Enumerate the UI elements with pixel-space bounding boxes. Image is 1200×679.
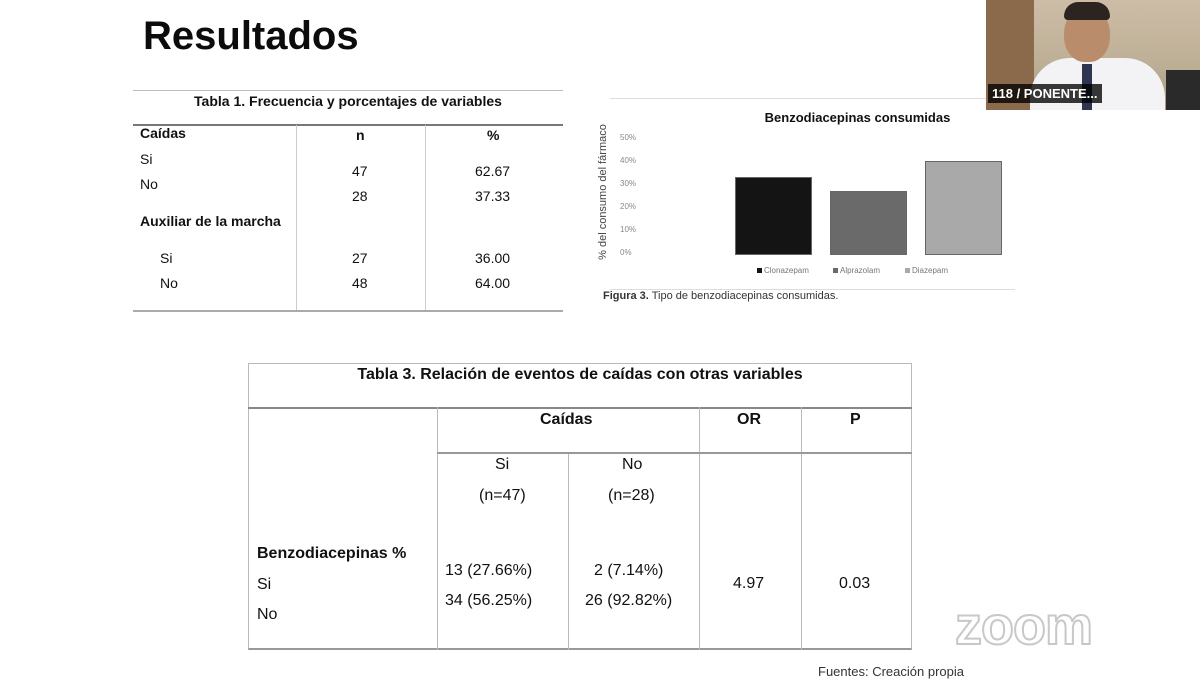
chart-y-tick-label: 20%: [620, 202, 637, 211]
chart-legend-label: Diazepam: [912, 266, 949, 275]
table-3-caption: Tabla 3. Relación de eventos de caídas con otras variables: [357, 366, 803, 383]
chart-legend-swatch: [757, 268, 762, 273]
table-3-cell: 2 (7.14%): [594, 562, 664, 579]
table-3-p-value: 0.03: [839, 575, 871, 592]
table-1-cell-n: 48: [352, 275, 368, 291]
table-1-row-label: No: [160, 275, 178, 291]
participant-hair: [1064, 2, 1110, 20]
table-3-header-caidas: Caídas: [540, 411, 593, 428]
figure-caption: [603, 290, 838, 302]
figure-caption-text: Tipo de benzodiacepinas consumidas.: [648, 290, 839, 302]
table-1-bottom-rule: [133, 310, 563, 312]
participant-name-label: 118 / PONENTE...: [988, 84, 1102, 103]
chart-bar-alprazolam: [830, 191, 907, 255]
table-3-divider: [437, 407, 438, 650]
chart-legend-item: [757, 266, 809, 275]
chart-legend-label: Alprazolam: [840, 266, 881, 275]
table-3-header-rule: [437, 452, 912, 454]
table-3-divider: [568, 453, 569, 650]
zoom-watermark: zoom: [955, 596, 1092, 656]
table-3-sub-si: Si: [495, 456, 510, 473]
table-1-section-label: Auxiliar de la marcha: [140, 213, 281, 229]
table-1-header-pct: %: [487, 127, 500, 143]
table-1-header-caidas: Caídas: [140, 125, 186, 141]
table-1-row-label: Si: [160, 250, 173, 266]
table-3-or-value: 4.97: [733, 575, 765, 592]
table-1-cell-pct: 64.00: [475, 275, 511, 291]
chart-y-tick-label: 30%: [620, 179, 637, 188]
table-1-cell-pct: 62.67: [475, 163, 511, 179]
slide-title: Resultados: [143, 14, 359, 58]
table-3-divider: [801, 407, 802, 650]
table-1-caption: Tabla 1. Frecuencia y porcentajes de variables: [194, 93, 502, 109]
table-1-caption-row: [133, 90, 563, 126]
chart-legend-item: [833, 266, 880, 275]
chart-y-tick-label: 40%: [620, 156, 637, 165]
table-3-sub-no: No: [622, 456, 643, 473]
table-3-header-p: P: [850, 411, 861, 428]
table-1-row-label: No: [140, 176, 158, 192]
table-1-cell-pct: 37.33: [475, 188, 511, 204]
chart-legend-swatch: [905, 268, 910, 273]
chart-y-axis-label: % del consumo del fármaco: [597, 124, 609, 260]
chart-legend-item: [905, 266, 948, 275]
benzodiacepinas-chart: [595, 98, 1025, 318]
table-1-divider: [296, 125, 297, 312]
video-background-object: [1166, 70, 1200, 110]
chart-bar-diazepam: [925, 161, 1002, 255]
table-3-sub-si-n: (n=47): [479, 487, 526, 504]
chart-legend-swatch: [833, 268, 838, 273]
table-3: [248, 363, 912, 650]
participant-video-tile[interactable]: [986, 0, 1200, 110]
table-1-divider: [425, 125, 426, 312]
table-3-row-si: Si: [257, 576, 272, 593]
table-1-row-label: Si: [140, 151, 153, 167]
chart-y-tick-label: 10%: [620, 225, 637, 234]
table-3-cell: 34 (56.25%): [445, 592, 533, 609]
table-3-sub-no-n: (n=28): [608, 487, 655, 504]
table-3-cell: 13 (27.66%): [445, 562, 533, 579]
table-1-cell-n: 47: [352, 163, 368, 179]
table-3-row-no: No: [257, 606, 278, 623]
chart-title: Benzodiacepinas consumidas: [764, 110, 951, 125]
chart-bar-clonazepam: [735, 177, 812, 255]
chart-legend-label: Clonazepam: [764, 266, 809, 275]
table-1-cell-pct: 36.00: [475, 250, 511, 266]
table-3-cell: 26 (92.82%): [585, 592, 673, 609]
table-1-header-n: n: [356, 127, 365, 143]
chart-y-tick-label: 0%: [620, 248, 632, 257]
table-3-divider: [699, 407, 700, 650]
table-1: [133, 90, 563, 312]
chart-y-tick-label: 50%: [620, 133, 637, 142]
table-1-cell-n: 27: [352, 250, 368, 266]
table-3-caption-row: [248, 363, 912, 409]
table-3-header-or: OR: [737, 411, 761, 428]
table-1-cell-n: 28: [352, 188, 368, 204]
figure-caption-label: Figura 3.: [603, 290, 649, 302]
slide-footer: Fuentes: Creación propia: [818, 664, 964, 679]
table-3-row-label: Benzodiacepinas %: [257, 545, 407, 562]
